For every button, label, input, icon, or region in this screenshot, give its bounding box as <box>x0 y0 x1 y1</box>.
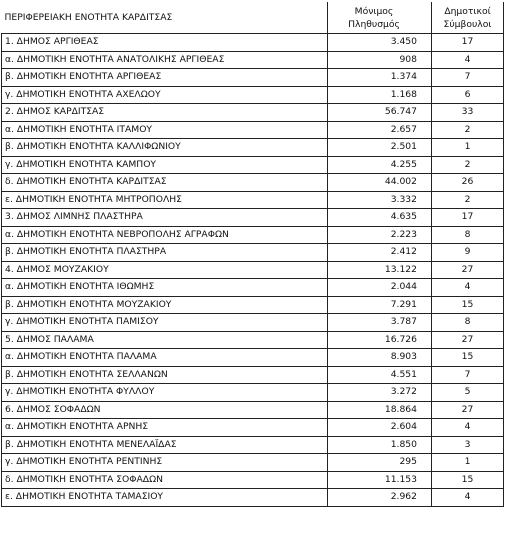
councillors-cell: 7 <box>432 69 504 87</box>
table-row <box>2 156 504 174</box>
municipality-name-cell: β. ΔΗΜΟΤΙΚΗ ΕΝΟΤΗΤΑ ΑΡΓΙΘΕΑΣ <box>2 69 328 87</box>
councillors-cell: 15 <box>432 471 504 489</box>
councillors-cell: 6 <box>432 86 504 104</box>
councillors-cell: 4 <box>432 279 504 297</box>
table-row <box>2 314 504 332</box>
table-row <box>2 419 504 437</box>
population-cell: 7.291 <box>328 296 432 314</box>
population-cell: 2.412 <box>328 244 432 262</box>
municipality-name-cell: 5. ΔΗΜΟΣ ΠΑΛΑΜΑ <box>2 331 328 349</box>
table-row <box>2 209 504 227</box>
councillors-cell: 1 <box>432 454 504 472</box>
councillors-cell: 26 <box>432 174 504 192</box>
population-table-page <box>1 2 503 507</box>
councillors-cell: 27 <box>432 331 504 349</box>
population-cell: 3.332 <box>328 191 432 209</box>
population-cell: 56.747 <box>328 104 432 122</box>
municipality-name-cell: α. ΔΗΜΟΤΙΚΗ ΕΝΟΤΗΤΑ ΑΝΑΤΟΛΙΚΗΣ ΑΡΓΙΘΕΑΣ <box>2 51 328 69</box>
municipality-name-cell: γ. ΔΗΜΟΤΙΚΗ ΕΝΟΤΗΤΑ ΚΑΜΠΟΥ <box>2 156 328 174</box>
councillors-cell: 2 <box>432 191 504 209</box>
municipality-name-cell: β. ΔΗΜΟΤΙΚΗ ΕΝΟΤΗΤΑ ΣΕΛΛΑΝΩΝ <box>2 366 328 384</box>
table-row <box>2 104 504 122</box>
municipality-name-cell: 2. ΔΗΜΟΣ ΚΑΡΔΙΤΣΑΣ <box>2 104 328 122</box>
population-cell: 2.223 <box>328 226 432 244</box>
table-row <box>2 86 504 104</box>
table-row <box>2 121 504 139</box>
table-row <box>2 471 504 489</box>
municipality-name-cell: 3. ΔΗΜΟΣ ΛΙΜΝΗΣ ΠΛΑΣΤΗΡΑ <box>2 209 328 227</box>
region-header: ΠΕΡΙΦΕΡΕΙΑΚΗ ΕΝΟΤΗΤΑ ΚΑΡΔΙΤΣΑΣ <box>2 2 328 34</box>
table-row <box>2 331 504 349</box>
population-header <box>328 2 432 34</box>
population-cell: 2.604 <box>328 419 432 437</box>
municipality-name-cell: β. ΔΗΜΟΤΙΚΗ ΕΝΟΤΗΤΑ ΚΑΛΛΙΦΩΝΙΟΥ <box>2 139 328 157</box>
municipality-name-cell: α. ΔΗΜΟΤΙΚΗ ΕΝΟΤΗΤΑ ΝΕΒΡΟΠΟΛΗΣ ΑΓΡΑΦΩΝ <box>2 226 328 244</box>
population-cell: 2.962 <box>328 489 432 507</box>
table-row <box>2 489 504 507</box>
population-table <box>1 2 504 507</box>
table-row <box>2 401 504 419</box>
municipality-name-cell: α. ΔΗΜΟΤΙΚΗ ΕΝΟΤΗΤΑ ΑΡΝΗΣ <box>2 419 328 437</box>
councillors-header-line1: Δημοτικοί <box>444 5 491 17</box>
councillors-cell: 4 <box>432 419 504 437</box>
table-body <box>2 2 504 506</box>
table-row <box>2 349 504 367</box>
table-header-row <box>2 2 504 34</box>
councillors-cell: 27 <box>432 261 504 279</box>
councillors-header <box>432 2 504 34</box>
councillors-cell: 8 <box>432 314 504 332</box>
population-cell: 4.635 <box>328 209 432 227</box>
municipality-name-cell: ε. ΔΗΜΟΤΙΚΗ ΕΝΟΤΗΤΑ ΜΗΤΡΟΠΟΛΗΣ <box>2 191 328 209</box>
population-cell: 11.153 <box>328 471 432 489</box>
population-cell: 44.002 <box>328 174 432 192</box>
municipality-name-cell: ε. ΔΗΜΟΤΙΚΗ ΕΝΟΤΗΤΑ ΤΑΜΑΣΙΟΥ <box>2 489 328 507</box>
population-cell: 4.255 <box>328 156 432 174</box>
councillors-cell: 5 <box>432 384 504 402</box>
table-row <box>2 139 504 157</box>
table-row <box>2 454 504 472</box>
councillors-cell: 27 <box>432 401 504 419</box>
councillors-cell: 7 <box>432 366 504 384</box>
councillors-cell: 33 <box>432 104 504 122</box>
councillors-cell: 4 <box>432 489 504 507</box>
municipality-name-cell: α. ΔΗΜΟΤΙΚΗ ΕΝΟΤΗΤΑ ΠΑΛΑΜΑ <box>2 349 328 367</box>
population-cell: 13.122 <box>328 261 432 279</box>
table-row <box>2 366 504 384</box>
municipality-name-cell: γ. ΔΗΜΟΤΙΚΗ ΕΝΟΤΗΤΑ ΠΑΜΙΣΟΥ <box>2 314 328 332</box>
population-cell: 2.501 <box>328 139 432 157</box>
population-cell: 908 <box>328 51 432 69</box>
municipality-name-cell: α. ΔΗΜΟΤΙΚΗ ΕΝΟΤΗΤΑ ΙΘΩΜΗΣ <box>2 279 328 297</box>
table-row <box>2 34 504 52</box>
population-header-line2: Πληθυσμός <box>348 18 400 30</box>
municipality-name-cell: α. ΔΗΜΟΤΙΚΗ ΕΝΟΤΗΤΑ ΙΤΑΜΟΥ <box>2 121 328 139</box>
municipality-name-cell: 6. ΔΗΜΟΣ ΣΟΦΑΔΩΝ <box>2 401 328 419</box>
table-row <box>2 436 504 454</box>
councillors-cell: 4 <box>432 51 504 69</box>
councillors-cell: 17 <box>432 34 504 52</box>
table-row <box>2 261 504 279</box>
councillors-cell: 1 <box>432 139 504 157</box>
population-cell: 8.903 <box>328 349 432 367</box>
table-row <box>2 279 504 297</box>
population-cell: 2.044 <box>328 279 432 297</box>
councillors-cell: 8 <box>432 226 504 244</box>
municipality-name-cell: δ. ΔΗΜΟΤΙΚΗ ΕΝΟΤΗΤΑ ΚΑΡΔΙΤΣΑΣ <box>2 174 328 192</box>
councillors-cell: 2 <box>432 156 504 174</box>
table-row <box>2 51 504 69</box>
population-cell: 1.374 <box>328 69 432 87</box>
population-cell: 2.657 <box>328 121 432 139</box>
table-row <box>2 384 504 402</box>
population-cell: 16.726 <box>328 331 432 349</box>
population-cell: 3.787 <box>328 314 432 332</box>
population-cell: 18.864 <box>328 401 432 419</box>
councillors-cell: 3 <box>432 436 504 454</box>
population-header-line1: Μόνιμος <box>354 5 394 17</box>
councillors-cell: 2 <box>432 121 504 139</box>
population-cell: 4.551 <box>328 366 432 384</box>
population-cell: 1.168 <box>328 86 432 104</box>
councillors-cell: 15 <box>432 349 504 367</box>
municipality-name-cell: 1. ΔΗΜΟΣ ΑΡΓΙΘΕΑΣ <box>2 34 328 52</box>
table-row <box>2 296 504 314</box>
municipality-name-cell: β. ΔΗΜΟΤΙΚΗ ΕΝΟΤΗΤΑ ΜΕΝΕΛΑΪΔΑΣ <box>2 436 328 454</box>
population-cell: 295 <box>328 454 432 472</box>
municipality-name-cell: γ. ΔΗΜΟΤΙΚΗ ΕΝΟΤΗΤΑ ΦΥΛΛΟΥ <box>2 384 328 402</box>
municipality-name-cell: β. ΔΗΜΟΤΙΚΗ ΕΝΟΤΗΤΑ ΜΟΥΖΑΚΙΟΥ <box>2 296 328 314</box>
population-cell: 3.450 <box>328 34 432 52</box>
municipality-name-cell: γ. ΔΗΜΟΤΙΚΗ ΕΝΟΤΗΤΑ ΑΧΕΛΩΟΥ <box>2 86 328 104</box>
municipality-name-cell: γ. ΔΗΜΟΤΙΚΗ ΕΝΟΤΗΤΑ ΡΕΝΤΙΝΗΣ <box>2 454 328 472</box>
population-cell: 3.272 <box>328 384 432 402</box>
councillors-cell: 17 <box>432 209 504 227</box>
municipality-name-cell: 4. ΔΗΜΟΣ ΜΟΥΖΑΚΙΟΥ <box>2 261 328 279</box>
councillors-header-line2: Σύμβουλοι <box>443 18 492 30</box>
councillors-cell: 9 <box>432 244 504 262</box>
councillors-cell: 15 <box>432 296 504 314</box>
municipality-name-cell: β. ΔΗΜΟΤΙΚΗ ΕΝΟΤΗΤΑ ΠΛΑΣΤΗΡΑ <box>2 244 328 262</box>
table-row <box>2 191 504 209</box>
table-row <box>2 69 504 87</box>
population-cell: 1.850 <box>328 436 432 454</box>
table-row <box>2 226 504 244</box>
municipality-name-cell: δ. ΔΗΜΟΤΙΚΗ ΕΝΟΤΗΤΑ ΣΟΦΑΔΩΝ <box>2 471 328 489</box>
table-row <box>2 174 504 192</box>
table-row <box>2 244 504 262</box>
